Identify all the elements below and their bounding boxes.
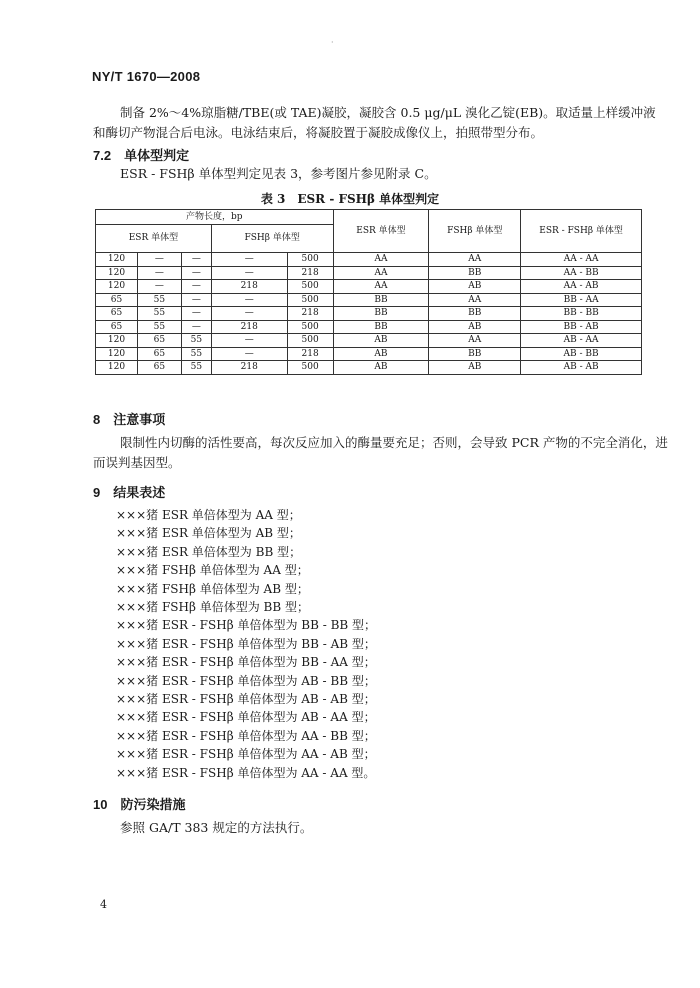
table-cell: AB - AB	[521, 361, 642, 375]
table-cell: BB - AB	[521, 320, 642, 334]
list-item: ×××猪 ESR 单倍体型为 AB 型；	[116, 526, 301, 541]
table-row	[96, 361, 642, 375]
table-cell: 65	[137, 334, 181, 348]
section-8-title: 8 注意事项	[93, 412, 166, 427]
header-esr: ESR 单体型	[96, 224, 212, 252]
table-cell: AA	[429, 293, 521, 307]
scan-dot: ·	[331, 38, 334, 47]
table-cell: BB	[429, 347, 521, 361]
list-item: ×××猪 ESR - FSHβ 单倍体型为 AA - AA 型。	[116, 765, 376, 780]
list-item: ×××猪 ESR - FSHβ 单倍体型为 AA - BB 型；	[116, 728, 376, 743]
table-cell: 500	[287, 320, 333, 334]
table-cell: —	[181, 266, 211, 280]
table-cell: AB	[333, 334, 429, 348]
table-row	[96, 266, 642, 280]
table-cell: —	[137, 280, 181, 294]
table-row	[96, 347, 642, 361]
table-cell: —	[181, 320, 211, 334]
section-8-line-1: 限制性内切酶的活性要高，每次反应加入的酶量要充足；否则，会导致 PCR 产物的不完全消化，进	[120, 435, 668, 450]
list-item: ×××猪 FSHβ 单倍体型为 AB 型；	[116, 581, 309, 596]
table-cell: —	[137, 266, 181, 280]
table-cell: 500	[287, 334, 333, 348]
list-item: ×××猪 ESR - FSHβ 单倍体型为 AB - AB 型；	[116, 692, 376, 707]
table-3	[95, 209, 642, 375]
table-cell: 218	[287, 347, 333, 361]
table-cell: AA	[333, 253, 429, 267]
table-cell: 120	[96, 253, 138, 267]
table-cell: —	[137, 253, 181, 267]
table-cell: —	[211, 347, 287, 361]
table-row	[96, 280, 642, 294]
table-3-caption: 表 3 ESR - FSHβ 单体型判定	[260, 192, 440, 206]
table-cell: 65	[137, 361, 181, 375]
list-item: ×××猪 ESR - FSHβ 单倍体型为 BB - AA 型；	[116, 655, 376, 670]
table-cell: —	[181, 307, 211, 321]
table-cell: 500	[287, 293, 333, 307]
list-item: ×××猪 ESR - FSHβ 单倍体型为 BB - AB 型；	[116, 636, 376, 651]
table-cell: —	[211, 266, 287, 280]
list-item: ×××猪 ESR - FSHβ 单倍体型为 BB - BB 型；	[116, 618, 377, 633]
header-esr-type: ESR 单体型	[333, 210, 429, 253]
table-cell: AA	[333, 266, 429, 280]
list-item: ×××猪 FSHβ 单倍体型为 AA 型；	[116, 563, 309, 578]
intro-line-1: 制备 2%～4%琼脂糖/TBE(或 TAE)凝胶，凝胶含 0.5 μg/μL 溴化乙锭(EB)。取适量上样缓冲液	[120, 105, 656, 120]
table-cell: 218	[211, 361, 287, 375]
table-row	[96, 293, 642, 307]
list-item: ×××猪 ESR - FSHβ 单倍体型为 AB - BB 型；	[116, 673, 376, 688]
list-item: ×××猪 FSHβ 单倍体型为 BB 型；	[116, 600, 310, 615]
table-cell: AA	[333, 280, 429, 294]
table-cell: 55	[137, 293, 181, 307]
table-cell: —	[211, 307, 287, 321]
table-cell: 218	[287, 266, 333, 280]
table-cell: AB	[429, 280, 521, 294]
table-cell: 55	[181, 361, 211, 375]
table-cell: AB	[333, 361, 429, 375]
table-cell: 65	[96, 320, 138, 334]
table-cell: AA - AA	[521, 253, 642, 267]
table-cell: 55	[137, 320, 181, 334]
table-row	[96, 320, 642, 334]
table-cell: 120	[96, 334, 138, 348]
table-cell: —	[181, 293, 211, 307]
table-cell: AB	[333, 347, 429, 361]
table-cell: 55	[181, 334, 211, 348]
table-row	[96, 253, 642, 267]
table-cell: BB - BB	[521, 307, 642, 321]
section-8-line-2: 而误判基因型。	[93, 455, 181, 470]
table-cell: BB	[333, 320, 429, 334]
table-cell: 120	[96, 347, 138, 361]
header-combo-type: ESR - FSHβ 单体型	[521, 210, 642, 253]
table-cell: BB	[333, 307, 429, 321]
table-cell: 65	[96, 293, 138, 307]
table-cell: 120	[96, 266, 138, 280]
table-cell: AB - BB	[521, 347, 642, 361]
section-10-text: 参照 GA/T 383 规定的方法执行。	[120, 820, 313, 835]
table-cell: AB	[429, 320, 521, 334]
table-row	[96, 334, 642, 348]
result-list	[116, 506, 376, 782]
header-product-length: 产物长度，bp	[96, 210, 334, 225]
table-cell: 218	[211, 320, 287, 334]
table-cell: 55	[181, 347, 211, 361]
table-cell: AA	[429, 253, 521, 267]
section-7-2-text: ESR - FSHβ 单体型判定见表 3，参考图片参见附录 C。	[120, 166, 437, 181]
table-cell: AA	[429, 334, 521, 348]
table-cell: BB	[333, 293, 429, 307]
list-item: ×××猪 ESR 单倍体型为 AA 型；	[116, 508, 301, 522]
table-cell: —	[211, 293, 287, 307]
table-cell: —	[211, 334, 287, 348]
table-cell: —	[211, 253, 287, 267]
section-10-title: 10 防污染措施	[93, 797, 186, 812]
table-cell: —	[181, 253, 211, 267]
table-cell: AB	[429, 361, 521, 375]
table-cell: AA - BB	[521, 266, 642, 280]
header-fsh-type: FSHβ 单体型	[429, 210, 521, 253]
table-cell: 218	[211, 280, 287, 294]
table-row	[96, 307, 642, 321]
page-number: 4	[100, 898, 107, 911]
list-item: ×××猪 ESR - FSHβ 单倍体型为 AB - AA 型；	[116, 710, 376, 725]
list-item: ×××猪 ESR 单倍体型为 BB 型；	[116, 544, 302, 559]
table-cell: AB - AA	[521, 334, 642, 348]
table-cell: 500	[287, 253, 333, 267]
table-cell: 55	[137, 307, 181, 321]
table-cell: 120	[96, 361, 138, 375]
standard-code: NY/T 1670—2008	[92, 69, 201, 84]
table-cell: AA - AB	[521, 280, 642, 294]
table-cell: 65	[137, 347, 181, 361]
table-cell: 120	[96, 280, 138, 294]
table-cell: BB	[429, 307, 521, 321]
table-cell: 500	[287, 280, 333, 294]
table-cell: 500	[287, 361, 333, 375]
table-cell: —	[181, 280, 211, 294]
header-fsh: FSHβ 单体型	[211, 224, 333, 252]
section-9-title: 9 结果表述	[93, 485, 166, 500]
table-cell: BB	[429, 266, 521, 280]
intro-line-2: 和酶切产物混合后电泳。电泳结束后，将凝胶置于凝胶成像仪上，拍照带型分布。	[93, 125, 544, 140]
section-7-2-title: 7.2 单体型判定	[93, 148, 190, 163]
list-item: ×××猪 ESR - FSHβ 单倍体型为 AA - AB 型；	[116, 747, 376, 762]
table-cell: 65	[96, 307, 138, 321]
table-cell: BB - AA	[521, 293, 642, 307]
table-cell: 218	[287, 307, 333, 321]
